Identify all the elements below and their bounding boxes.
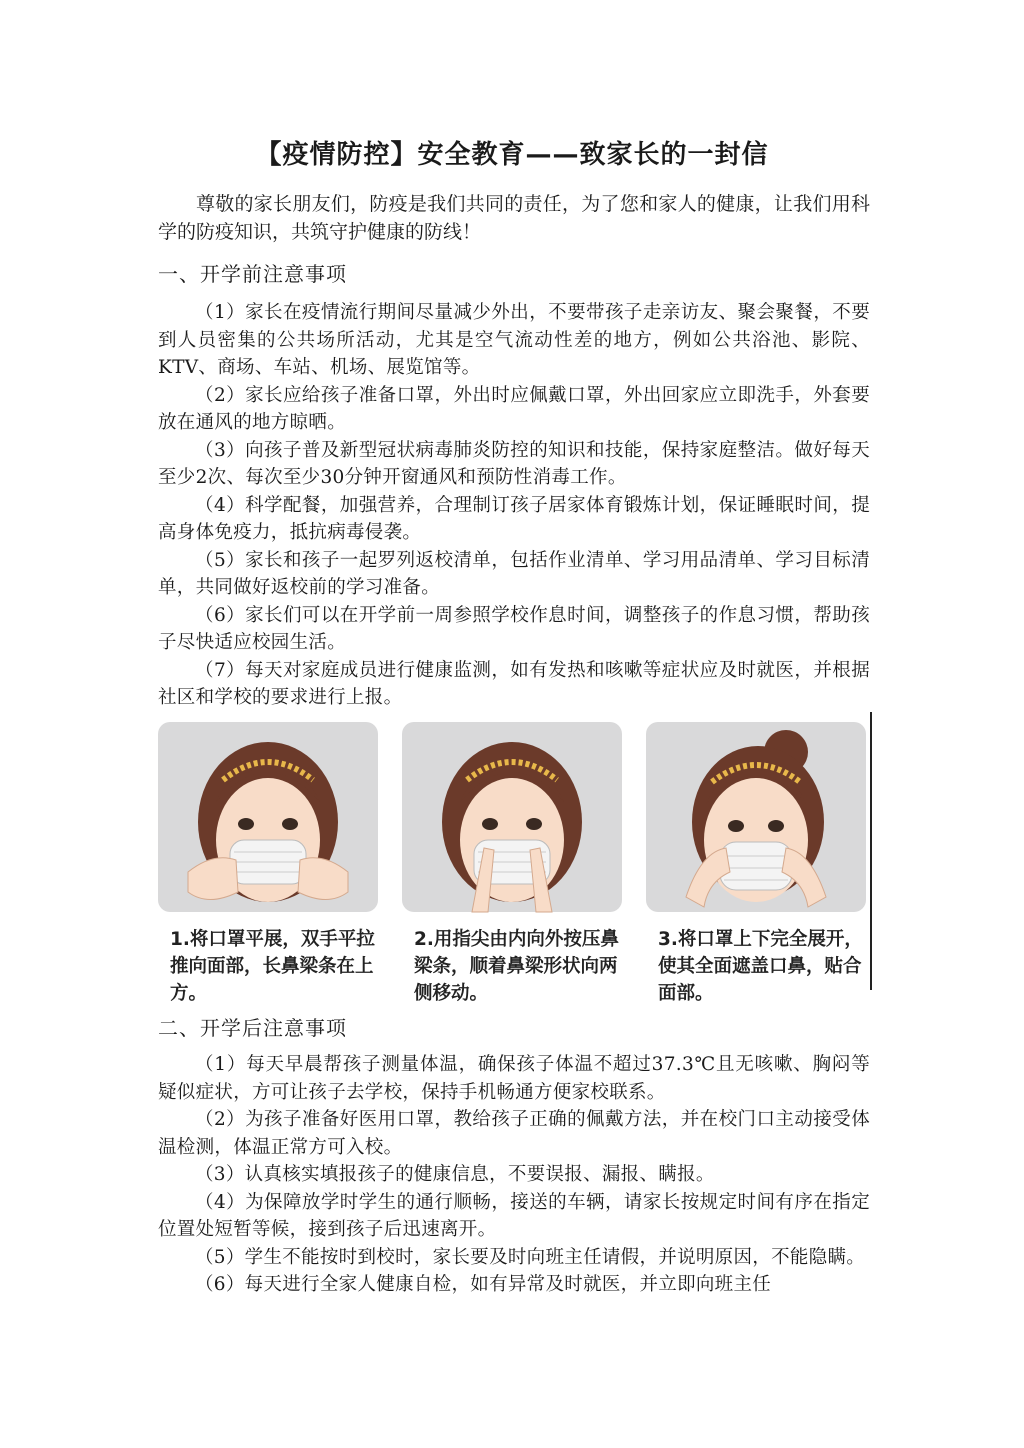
list-item: （5）学生不能按时到校时，家长要及时向班主任请假，并说明原因，不能隐瞒。 [195, 1246, 866, 1268]
intro-paragraph [158, 190, 870, 246]
section-2-list [158, 1051, 870, 1299]
list-item: （2）家长应给孩子准备口罩，外出时应佩戴口罩，外出回家应立即洗手，外套要放在通风的地方晾晒。 [158, 384, 870, 433]
list-item: （4）为保障放学时学生的通行顺畅，接送的车辆，请家长按规定时间有序在指定位置处短暂等候，接到孩子后迅速离开。 [158, 1191, 870, 1240]
list-item: （1）家长在疫情流行期间尽量减少外出，不要带孩子走亲访友、聚会聚餐，不要到人员密集的公共场所活动，尤其是空气流动性差的地方，例如公共浴池、影院、KTV、商场、车站、机场、展览馆等。 [158, 302, 870, 378]
section-1-heading: 一、开学前注意事项 [158, 262, 347, 286]
mask-step-1 [158, 722, 378, 1004]
list-item: （3）认真核实填报孩子的健康信息，不要误报、漏报、瞒报。 [195, 1164, 715, 1185]
mask-steps-figure [158, 712, 872, 1004]
section-2-heading: 二、开学后注意事项 [158, 1016, 347, 1040]
mask-step-2-caption: 2.用指尖由内向外按压鼻梁条，顺着鼻梁形状向两侧移动。 [414, 929, 619, 1004]
mask-step-1-illustration [158, 722, 378, 912]
intro-text: 尊敬的家长朋友们，防疫是我们共同的责任，为了您和家人的健康，让我们用科学的防疫知识，共筑守护健康的防线！ [158, 193, 870, 243]
mask-step-2-illustration [402, 722, 622, 912]
list-item: （7）每天对家庭成员进行健康监测，如有发热和咳嗽等症状应及时就医，并根据社区和学校的要求进行上报。 [158, 659, 870, 708]
list-item: （6）家长们可以在开学前一周参照学校作息时间，调整孩子的作息习惯，帮助孩子尽快适应校园生活。 [158, 604, 870, 653]
mask-step-1-caption: 1.将口罩平展，双手平拉推向面部，长鼻梁条在上方。 [170, 929, 375, 1004]
mask-step-3 [646, 722, 866, 1004]
list-item: （3）向孩子普及新型冠状病毒肺炎防控的知识和技能，保持家庭整洁。做好每天至少2次、每次至少30分钟开窗通风和预防性消毒工作。 [158, 439, 870, 488]
list-item: （5）家长和孩子一起罗列返校清单，包括作业清单、学习用品清单、学习目标清单，共同做好返校前的学习准备。 [158, 549, 870, 598]
page-title: 【疫情防控】安全教育——致家长的一封信 [255, 140, 769, 170]
mask-step-3-caption: 3.将口罩上下完全展开，使其全面遮盖口鼻，贴合面部。 [658, 929, 863, 1004]
list-item: （2）为孩子准备好医用口罩，教给孩子正确的佩戴方法，并在校门口主动接受体温检测，体温正常方可入校。 [158, 1109, 870, 1158]
list-item: （1）每天早晨帮孩子测量体温，确保孩子体温不超过37.3℃且无咳嗽、胸闷等疑似症状，方可让孩子去学校，保持手机畅通方便家校联系。 [158, 1054, 870, 1103]
mask-step-3-illustration [646, 722, 866, 912]
list-item: （6）每天进行全家人健康自检，如有异常及时就医，并立即向班主任 [195, 1274, 772, 1295]
mask-step-2 [402, 722, 622, 1004]
section-1-list [158, 299, 870, 712]
list-item: （4）科学配餐，加强营养，合理制订孩子居家体育锻炼计划，保证睡眠时间，提高身体免疫力，抵抗病毒侵袭。 [158, 494, 870, 543]
